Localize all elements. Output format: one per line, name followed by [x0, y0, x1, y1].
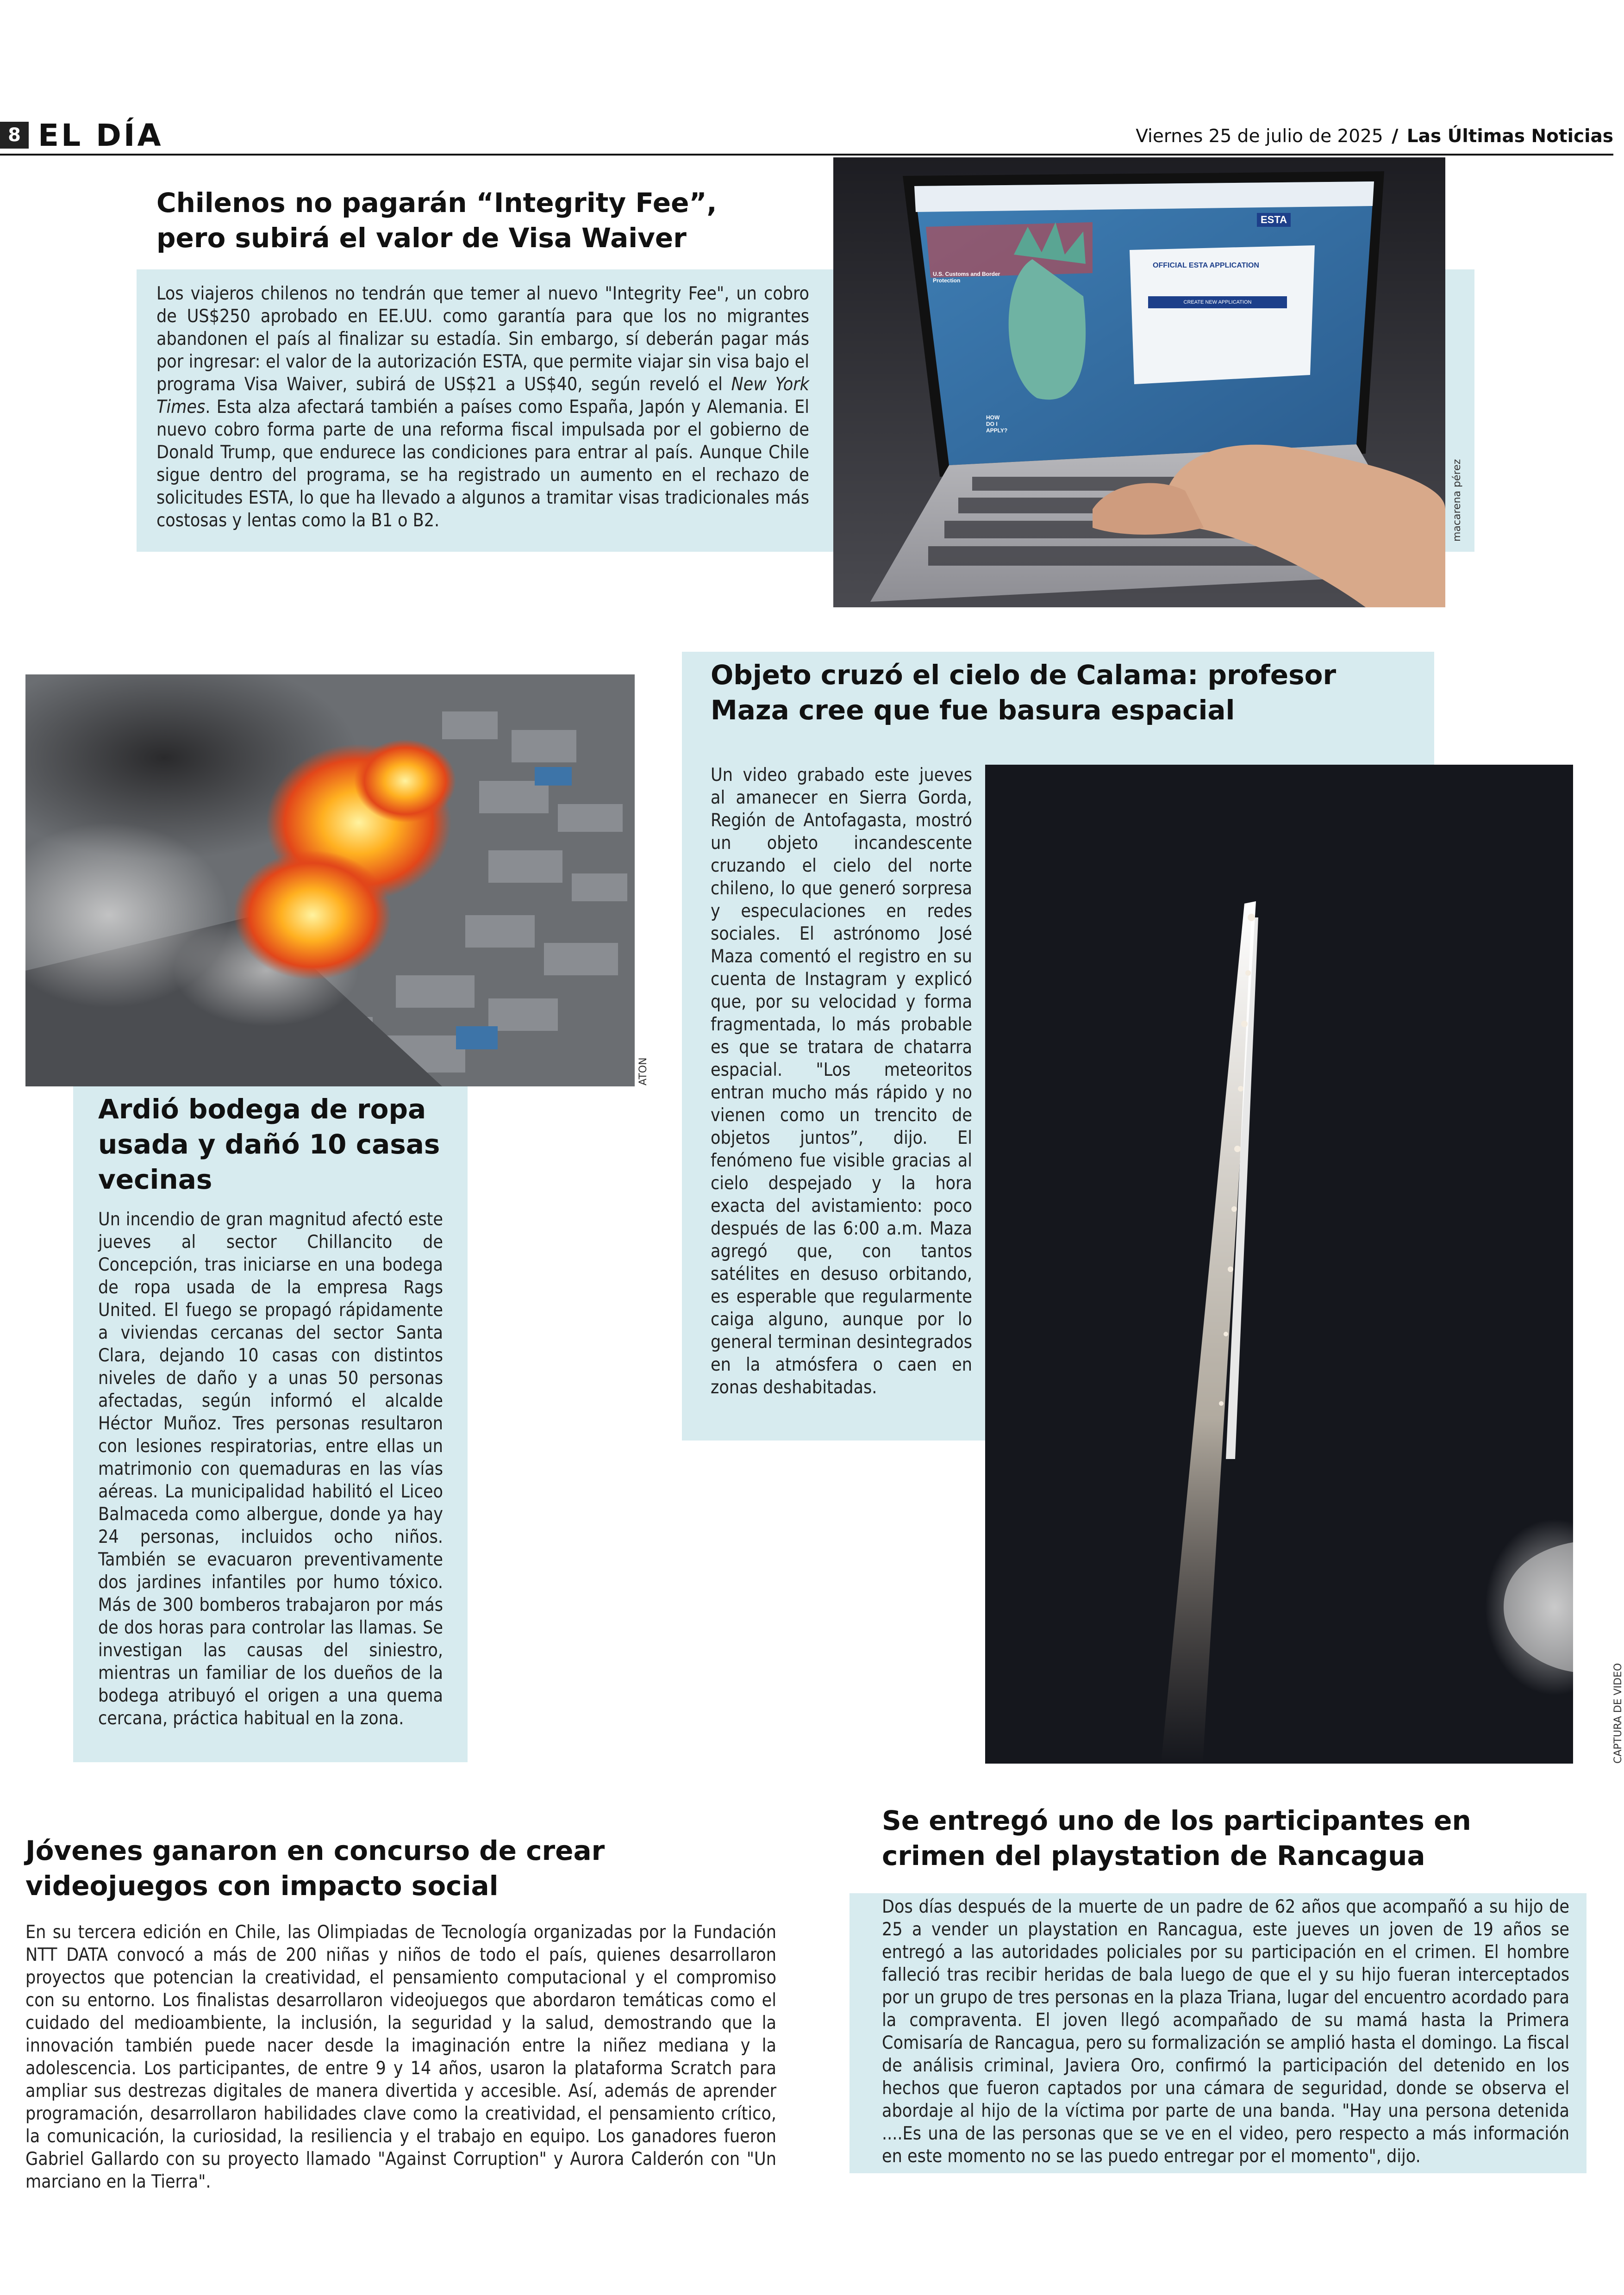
fire-headline: Ardió bodega de ropa usada y dañó 10 casas vecinas — [98, 1093, 440, 1195]
section-title: EL DÍA — [38, 118, 163, 153]
visa-body — [156, 282, 809, 532]
issue-date: Viernes 25 de julio de 2025 — [1136, 126, 1383, 147]
page-header — [0, 118, 1613, 157]
fire-photo-credit: ATON — [637, 1057, 649, 1085]
esta-how-link: HOW DO I APPLY? — [986, 414, 1008, 434]
rancagua-headline: Se entregó uno de los participantes en crimen del playstation de Rancagua — [882, 1805, 1471, 1871]
videogames-body: En su tercera edición en Chile, las Olimpiadas de Tecnología organizadas por la Fundación NTT DATA convocó a más de 200 niñas y niños de todo el país, quienes desarrollaron proyectos que potencian la creatividad, el pensamiento computacional y el compromiso con su entorno. Los finalistas desarrollaron videojuegos que abordaron temáticas como el cuidado del medioambiente, la inclusión, la seguridad y la salud, demostrando que la innovación también puede nacer desde la imaginación entre la niñez mediana y la adolescencia. Los participantes, de entre 9 y 14 años, usaron la plataforma Scratch para ampliar sus destrezas digitales de manera divertida y accesible. Así, además de aprender programación, desarrollaron habilidades clave como la creatividad, el pensamiento crítico, la comunicación, la curiosidad, la resiliencia y el trabajo en equipo. Los ganadores fueron Gabriel Gallardo con su proyecto llamado "Against Corruption" y Aurora Calderón con "Un marciano en la Tierra". — [25, 1922, 776, 2192]
visa-body-publication: New York Times — [156, 374, 809, 418]
visa-headline: Chilenos no pagarán “Integrity Fee”, pero subirá el valor de Visa Waiver — [156, 187, 717, 254]
header-separator: / — [1392, 126, 1399, 147]
calama-headline: Objeto cruzó el cielo de Calama: profesor Maza cree que fue basura espacial — [711, 659, 1337, 726]
fire-body: Un incendio de gran magnitud afectó este jueves al sector Chillancito de Concepción, tras iniciarse en una bodega de ropa usada de la empresa Rags United. El fuego se propagó rápidamente a viviendas cercanas del sector Santa Clara, dejando 10 casas con distintos niveles de daño y a unas 50 personas afectadas, según informó el alcalde Héctor Muñoz. Tres personas resultaron con lesiones respiratorias, entre ellas un matrimonio con quemaduras en las vías aéreas. La municipalidad habilitó el Liceo Balmaceda como albergue, donde ya hay 24 personas, incluidos ocho niños. También se evacuaron preventivamente dos jardines infantiles por humo tóxico. Más de 300 bomberos trabajaron por más de dos horas para controlar las llamas. Se investigan las causas del siniestro, mientras un familiar de los dueños de la bodega atribuyó el origen a una quema cercana, práctica habitual en la zona. — [98, 1209, 443, 1729]
videogames-headline: Jóvenes ganaron en concurso de crear videojuegos con impacto social — [25, 1835, 605, 1902]
laptop-illustration — [833, 157, 1445, 607]
page-number: 8 — [0, 122, 29, 149]
header-dateline — [1136, 123, 1613, 150]
esta-agency-text: U.S. Customs and Border Protection — [933, 271, 1000, 284]
sky-object-illustration — [985, 765, 1573, 1764]
calama-body: Un video grabado este jueves al amanecer en Sierra Gorda, Región de Antofagasta, mostró un objeto incandescente cruzando el cielo del norte chileno, lo que generó sorpresa y especulaciones en redes sociales. El astrónomo José Maza comentó el registro en su cuenta de Instagram y explicó que, por su velocidad y forma fragmentada, lo más probable es que se tratara de chatarra espacial. "Los meteoritos entran mucho más rápido y no vienen como un trencito de objetos juntos”, dijo. El fenómeno fue visible gracias al cielo despejado y la hora exacta del avistamiento: poco después de las 6:00 a.m. Maza agregó que, con tantos satélites en desuso orbitando, es esperable que regularmente caiga alguno, aunque por lo general terminan desintegrados en la atmósfera o caen en zonas deshabitadas. — [711, 765, 972, 1398]
calama-photo — [985, 765, 1573, 1764]
visa-body-part-1: Los viajeros chilenos no tendrán que temer al nuevo "Integrity Fee", un cobro de US$250 aprobado en EE.UU. como garantía para que los no migrantes abandonen el país al finalizar su estadía. Sin embargo, sí deberán pagar más por ingresar: el valor de la autorización ESTA, que permite viajar sin visa bajo el programa Visa Waiver, subirá de US$21 a US$40, según reveló el — [156, 283, 809, 395]
rancagua-body: Dos días después de la muerte de un padre de 62 años que acompañó a su hijo de 25 a vender un playstation en Rancagua, este jueves un joven de 19 años se entregó a las autoridades policiales por su participación en el crimen. El hombre falleció tras recibir heridas de bala luego de que el y su hijo fueran interceptados por un grupo de tres personas en la plaza Triana, lugar del encuentro acordado para la compraventa. El joven llegó acompañado de su mamá hasta la Primera Comisaría de Rancagua, pero su formalización se amplió hasta el domingo. La fiscal de análisis criminal, Javiera Oro, confirmó la participación del detenido en los hechos que fueron captados por una cámara de seguridad, donde se observa el abordaje al hijo de la víctima por parte de una banda. "Hay una persona detenida ....Es una de las personas que se ve en el video, pero respecto a más información en este momento no se las puedo entregar por el momento", dijo. — [882, 1896, 1569, 2167]
visa-body-part-2: . Esta alza afectará también a países como España, Japón y Alemania. El nuevo cobro forma parte de una reforma fiscal impulsada por el gobierno de Donald Trump, que endurece las condiciones para entrar al país. Aunque Chile sigue dentro del programa, se ha registrado un aumento en el rechazo de solicitudes ESTA, lo que ha llevado a algunos a tramitar visas tradicionales más costosas y lentas como la B1 o B2. — [156, 397, 809, 531]
fire-aerial-illustration — [25, 674, 635, 1086]
esta-panel-title: OFFICIAL ESTA APPLICATION — [1153, 262, 1259, 269]
fire-photo — [25, 674, 635, 1086]
publication-name: Las Últimas Noticias — [1406, 126, 1613, 147]
visa-photo-credit: macarena pérez — [1451, 459, 1463, 542]
esta-logo-text: ESTA — [1257, 213, 1291, 227]
visa-photo — [833, 157, 1445, 607]
esta-create-button: CREATE NEW APPLICATION — [1183, 299, 1252, 305]
calama-photo-credit: CAPTURA DE VIDEO — [1612, 1663, 1624, 1764]
header-rule — [0, 154, 1613, 156]
